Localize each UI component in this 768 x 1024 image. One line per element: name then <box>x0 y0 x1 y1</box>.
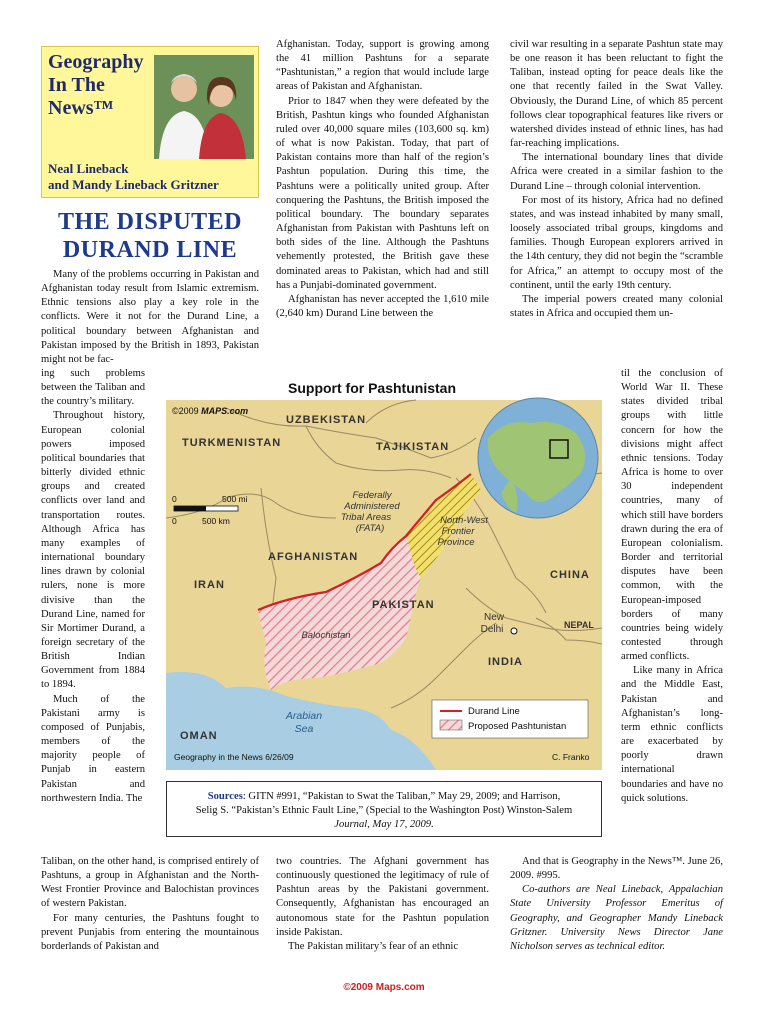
column-1-bottom <box>41 855 259 954</box>
paragraph: Many of the problems occurring in Pakistan and Afghanistan today result from Islamic extremism. Ethnic tensions also play a key role in the conflicts. Were it not for the Durand Line, a political boundary between Afghanistan and Pakistan imposed by the British in 1893, Pakistan might not be fac- <box>41 269 259 365</box>
scale-label: 0 <box>172 516 177 526</box>
legend-durand-line: Durand Line <box>468 706 520 717</box>
map-label: Balochistan <box>301 630 351 641</box>
closing-line: And that is Geography in the News™. June 26, 2009. #995. <box>510 856 723 882</box>
map-label: NEPAL <box>564 620 594 630</box>
sources-box <box>166 781 602 837</box>
map-copyright-text: ©2009 <box>172 406 199 416</box>
map-label: CHINA <box>550 569 590 581</box>
paragraph: Much of the Pakistani army is composed of Punjabis, members of the majority people of Punjab in eastern Pakistan and northwestern India. The <box>41 693 145 804</box>
scale-label: 500 km <box>202 516 230 526</box>
column-1-top <box>41 268 259 367</box>
headline-line: THE DISPUTED <box>57 209 243 235</box>
column-3-narrow <box>621 367 723 806</box>
column-2-top <box>276 38 489 321</box>
map-label: OMAN <box>180 730 218 742</box>
map-label: TAJIKISTAN <box>376 441 450 453</box>
footer-copyright: ©2009 Maps.com <box>343 982 425 993</box>
paragraph: civil war resulting in a separate Pashtun state may be one reason it has been reluctant to fight the Taliban, instead opting for peace deals like the one that recently failed in the Swat Valley. Obviously, the Durand Line, of which 85 percent follows clear topographical features like rivers or watershed divides instead of ethnic lines, has had far-reaching implications. <box>510 39 723 150</box>
paragraph: Afghanistan has never accepted the 1,610 mile (2,640 km) Durand Line between the <box>276 293 489 319</box>
map-credit-right: C. Franko <box>552 752 590 762</box>
author-line: Neal Lineback <box>48 161 129 176</box>
coauthors-note: Co-authors are Neal Lineback, Appalachian State University Professor Emeritus of Geography, and Geographer Mandy Lineback Gritzner. University News Director Jane Nicholson serves as technical editor. <box>510 884 723 952</box>
map-label: North-West <box>440 515 488 526</box>
title-line: Geography <box>48 51 144 73</box>
paragraph: til the conclusion of World War II. These states divided tribal groups with little concern for how the divisions might affect ethnic tensions. Today Africa is home to over 30 independent countries, many of which still have borders drawn during the era of European colonialism. Border and territorial disputes have been common, with the European-imposed borders of many countries being widely contested through armed conflicts. <box>621 368 723 663</box>
map-label: IRAN <box>194 579 225 591</box>
paragraph: For most of its history, Africa had no defined states, and was instead inhabited by many small, loosely associated tribal groups, kingdoms and families. Though European explorers arrived in the 14th century, they did not begin the “scramble for Africa,” an attempt to occupy most of the continent, until the early 19th century. <box>510 194 723 291</box>
column-1-narrow <box>41 367 145 806</box>
paragraph: Prior to 1847 when they were defeated by the British, Pashtun kings who founded Afghanistan ruled over 40,000 square miles (103,600 sq. km) of what is now Pakistan. Today, that part of Pakistan contains more than half of the region’s Pashtun population. During this time, the Pashtuns were a politically united group. After conquering the Pashtuns, the British imposed the political boundary. The boundary separates Afghanistan from Pakistan with Pashtuns left on both sides of the line. Although the Pashtuns vehemently protested, the British gave these dominated areas to Pakistan, which had and still has a Punjabi-dominated government. <box>276 95 489 291</box>
map-label: PAKISTAN <box>372 599 435 611</box>
column-2-bottom <box>276 855 489 954</box>
paragraph: The international boundary lines that divide Africa were created in a similar fashion to the Durand Line – through colonial intervention. <box>510 152 723 192</box>
authors <box>48 161 219 193</box>
paragraph: Throughout history, European colonial powers imposed political boundaries that bitterly divided ethnic groups and created conflicts over land and transportation routes. Although Africa has many examples of international boundary lines drawn by colonial rulers, none is more divisive than the Durand Line, named for Sir Mortimer Durand, a foreign secretary of the British Indian Government from 1884 to 1894. <box>41 410 145 691</box>
article-headline <box>41 208 259 264</box>
paragraph: ing such problems between the Taliban and the country’s military. <box>41 368 145 408</box>
paragraph: For many centuries, the Pashtuns fought to prevent Punjabis from entering the mountainous borderlands of Pakistan and <box>41 912 259 952</box>
map-label: Administered <box>344 501 400 512</box>
paragraph: The Pakistan military’s fear of an ethnic <box>288 940 459 952</box>
map-label: INDIA <box>488 656 523 668</box>
map-label: (FATA) <box>355 523 385 534</box>
column-3-top <box>510 38 723 321</box>
map-credit-left: Geography in the News 6/26/09 <box>174 752 294 762</box>
map-label: UZBEKISTAN <box>286 414 367 426</box>
map-label: Federally <box>352 490 392 501</box>
authors-photo <box>154 55 254 159</box>
legend-proposed-pashtunistan: Proposed Pashtunistan <box>468 721 567 732</box>
column-title <box>48 51 144 120</box>
pashtunistan-map <box>166 378 602 770</box>
title-line: In The <box>48 74 105 96</box>
paragraph: two countries. The Afghani government has continuously questioned the legitimacy of rule of Pashtun areas by the Pakistani government. Consequently, Afghanistan has encouraged an autonomous state for the Pashtun population inside Pakistan. <box>276 856 489 938</box>
map-copyright <box>172 406 248 416</box>
paragraph: Like many in Africa and the Middle East, Pakistan and Afghanistan’s long-term ethnic conflicts are exacerbated by poorly drawn international boundaries and have no quick solutions. <box>621 665 723 804</box>
column-3-end <box>510 855 723 954</box>
map-title: Support for Pashtunistan <box>288 380 456 396</box>
scale-label: 500 mi <box>222 494 248 504</box>
map-label: Delhi <box>480 624 504 635</box>
map-label: AFGHANISTAN <box>268 551 359 563</box>
paragraph: The imperial powers created many colonial states in Africa and occupied them un- <box>510 293 723 319</box>
author-line: and Mandy Lineback Gritzner <box>48 177 219 192</box>
column-header-box <box>41 46 259 198</box>
map-label: Sea <box>294 723 314 735</box>
map-label: Arabian <box>285 710 323 722</box>
map-label: Frontier <box>441 526 475 537</box>
map-label: TURKMENISTAN <box>182 437 282 449</box>
title-line: News™ <box>48 97 114 119</box>
sources-text: : GITN #991, “Pakistan to Swat the Taliban,” May 29, 2009; and Harrison, <box>242 791 561 802</box>
map-logo: MAPS.com <box>201 406 249 416</box>
paragraph: Afghanistan. Today, support is growing among the 41 million Pashtuns for a separate “Pashtunistan,” a region that would include large areas of Pakistan and Afghanistan. <box>276 39 489 93</box>
sources-label: Sources <box>207 791 243 802</box>
map-label: Tribal Areas <box>340 512 392 523</box>
map-label: Province <box>437 537 475 548</box>
scale-label: 0 <box>172 494 177 504</box>
headline-line: DURAND LINE <box>62 237 238 263</box>
paragraph: Taliban, on the other hand, is comprised entirely of Pashtuns, a group in Afghanistan and the North-West Frontier Province and Balochistan provinces of western Pakistan. <box>41 856 259 910</box>
map-label: New <box>483 612 505 623</box>
sources-text: Selig S. “Pakistan’s Ethnic Fault Line,” (Special to the Washington Post) Winston-Salem <box>195 805 573 816</box>
sources-text: Journal, May 17, 2009. <box>334 819 434 830</box>
